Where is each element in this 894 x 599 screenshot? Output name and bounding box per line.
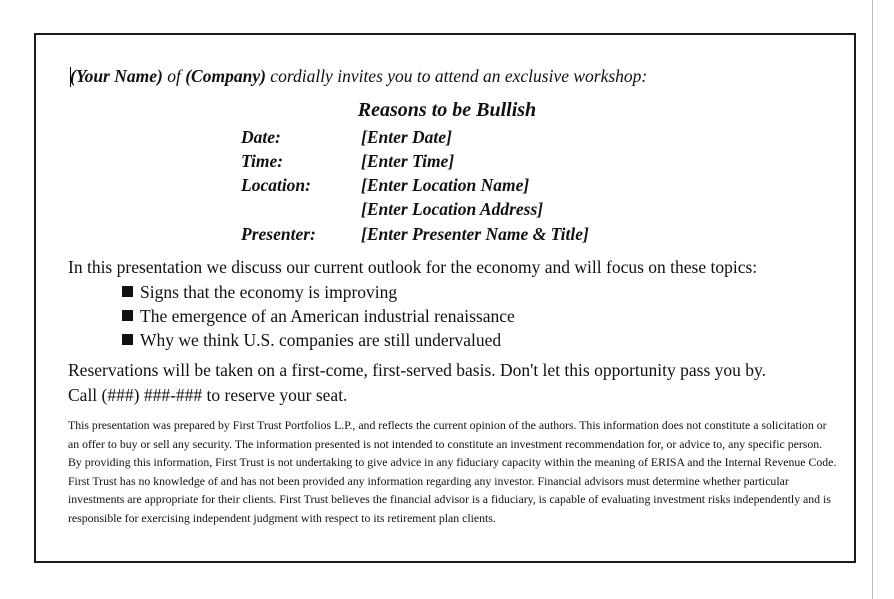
- square-bullet-icon: [122, 334, 133, 345]
- presenter-placeholder[interactable]: [Enter Presenter Name & Title]: [361, 224, 589, 244]
- your-name-placeholder[interactable]: (Your Name): [70, 66, 163, 86]
- event-title: Reasons to be Bullish: [357, 99, 537, 121]
- date-label: Date:: [241, 127, 281, 147]
- discussion-intro: In this presentation we discuss our current outlook for the economy and will focus on these topics:: [68, 257, 758, 277]
- topic-item: [122, 330, 501, 351]
- reservation-line: Reservations will be taken on a first-come, first-served basis. Don't let this opportunity pass you by.: [68, 360, 767, 380]
- intro-rest-text: cordially invites you to attend an exclusive workshop:: [265, 66, 648, 86]
- disclaimer-text: This presentation was prepared by First Trust Portfolios L.P., and reflects the current opinion of the authors. This information does not constitute a solicitation or an offer to buy or sell any security. The information presented is not intended to constitute an investment recommendation for, or advice to, any specific person. By providing this information, First Trust is not undertaking to give advice in any fiduciary capacity within the meaning of ERISA and the Internal Revenue Code. First Trust has no knowledge of and has not been provided any information regarding any investor. Financial advisors must determine whether particular investments are appropriate for their clients. First Trust believes the financial advisor is a fiduciary, is capable of evaluating investment risks independently and is responsible for exercising independent judgment with respect to its retirement plan clients.: [68, 418, 837, 525]
- topic-text: Signs that the economy is improving: [140, 282, 398, 302]
- location-address-placeholder[interactable]: [Enter Location Address]: [361, 199, 544, 219]
- company-placeholder[interactable]: (Company): [185, 66, 266, 86]
- page-edge-divider: [872, 0, 873, 599]
- intro-of-text: of: [162, 66, 186, 86]
- invitation-frame: [34, 33, 856, 563]
- topic-text: The emergence of an American industrial renaissance: [140, 306, 515, 326]
- intro-line[interactable]: [70, 66, 647, 87]
- location-label: Location:: [241, 175, 311, 195]
- call-line: Call (###) ###-### to reserve your seat.: [68, 385, 348, 405]
- location-name-placeholder[interactable]: [Enter Location Name]: [361, 175, 530, 195]
- time-label: Time:: [241, 151, 284, 171]
- square-bullet-icon: [122, 286, 133, 297]
- square-bullet-icon: [122, 310, 133, 321]
- presenter-label: Presenter:: [241, 224, 316, 244]
- topic-item: [122, 282, 397, 303]
- topic-item: [122, 306, 515, 327]
- date-placeholder[interactable]: [Enter Date]: [361, 127, 452, 147]
- topic-text: Why we think U.S. companies are still undervalued: [140, 330, 502, 350]
- time-placeholder[interactable]: [Enter Time]: [361, 151, 455, 171]
